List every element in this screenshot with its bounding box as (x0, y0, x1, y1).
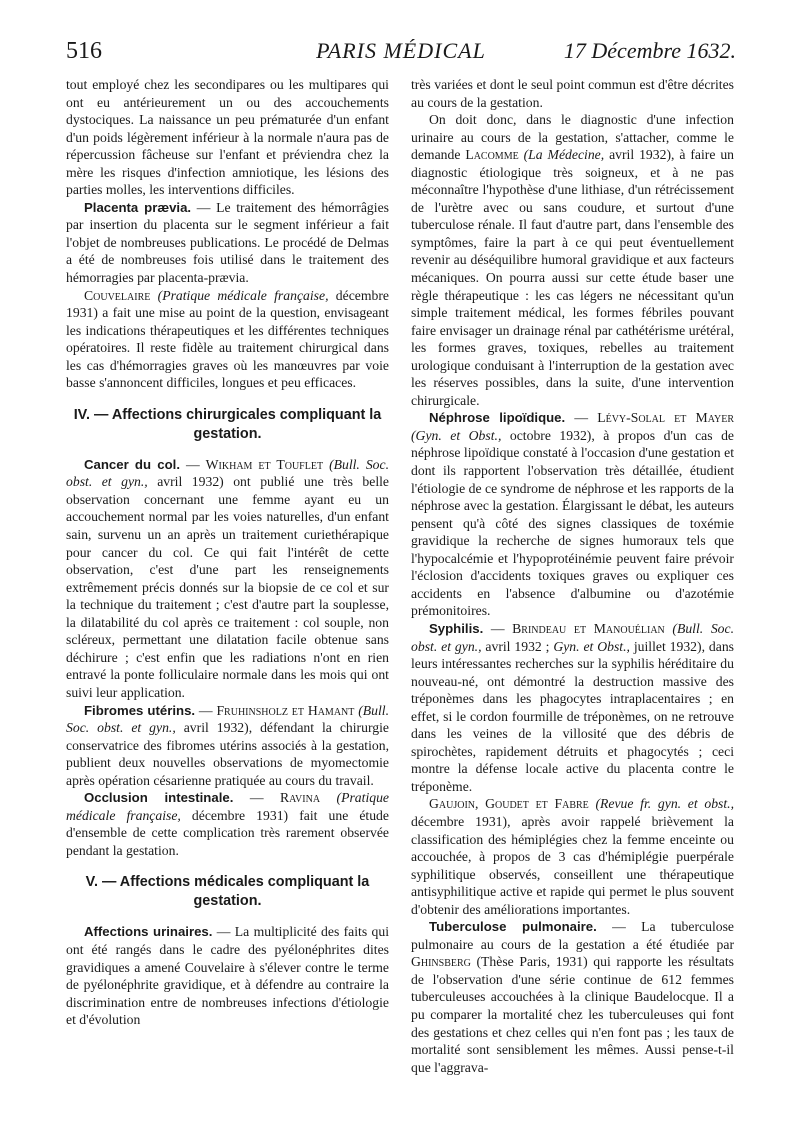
subheading: Affections urinaires. (84, 924, 213, 940)
section-heading-iv: IV. — Affections chirurgicales compliquant la gestation. (73, 406, 382, 442)
subheading: Tuberculose pulmonaire. (429, 919, 597, 935)
paragraph-placenta-praevia: Placenta prævia. — Le traitement des hémorrâgies par insertion du placenta sur le segment inférieur a fait l'objet de nombreuses publications. Le procédé de Delmas a été de nombreuses fois utilisé dans le traitement des hémorragies par placenta-prævia. (66, 199, 389, 286)
source-citation: (Bull. Soc. obst. et gyn., (411, 620, 734, 654)
source-citation: (La Médecine, (523, 147, 605, 163)
author-name: Brindeau et Manouélian (512, 620, 665, 636)
source-citation: (Bull. Soc. obst. et gyn., (66, 456, 390, 490)
paragraph-diagnostic: On doit donc, dans le diagnostic d'une infection urinaire au cours de la gestation, s'attacher, comme le demande Lacomme (La Médecine, avril 1932), à faire un diagnostic étiologique très soigneux, et à ne pas méconnaître l'hypothèse d'une lithiase, d'un rétrécissement de l'urètre avec ou sans coudure, et surtout d'une tuberculose rénale. Il faut d'autre part, dans l'ensemble des symptômes, faire la part à ce qui peut éventuellement revenir au déséquilibre humoral gravidique et aux facteurs mécaniques. On pourra aussi sur cette étude baser une règle thérapeutique : les cas légers ne nécessitant qu'un simple traitement médical, les formes fébriles pouvant faire envisager un drainage rénal par cathétérisme urétéral, les formes graves, toxiques, rebelles au traitement urologique conduisant à l'interruption de la gestation avec les réserves possibles, dans la suite, d'une intervention chirurgicale. (411, 112, 735, 408)
source-citation: (Bull. Soc. obst. et gyn., (66, 702, 390, 736)
source-citation: (Pratique médicale française, (157, 287, 329, 303)
source-citation: (Gyn. et Obst., (411, 427, 502, 443)
paragraph-nephrose: Néphrose lipoïdique. — Lévy-Solal et Mayer (Gyn. et Obst., octobre 1932), à propos d'un cas de néphrose lipoïdique constaté à l'occasion d'une gestation et dont ils rapportent l'observation très détaillée, étudient l'étiologie de ce syndrome de néphrose et les rapports de la néphrose avec la gestation. Élargissant le débat, les auteurs pensent qu'à côté des signes classiques de toxémie gravidique la recherche de signes humoraux tels que l'hypocalcémie et l'hypoprotéinémie peuvent faire prévoir l'éclosion d'accidents toxiques graves ou expliquer ces accidents en l'absence d'albumine ou d'azotémie prémonitoires. (411, 410, 735, 619)
source-citation: Gyn. et Obst., (553, 638, 630, 654)
section-heading-v: V. — Affections médicales compliquant la gestation. (85, 874, 370, 910)
author-name: Couvelaire (84, 287, 151, 303)
author-name: Lévy-Solal et Mayer (597, 410, 735, 426)
subheading: Syphilis. (429, 620, 484, 636)
subheading: Fibromes utérins. (84, 702, 196, 718)
paragraph-fibromes: Fibromes utérins. — Fruhinsholz et Hamant (Bull. Soc. obst. et gyn., avril 1932), défendant la chirurgie conservatrice des fibromes utérins associés à la gestation, publient deux nouvelles observations de myomectomie après opération césarienne pratiquée au cours du travail. (66, 702, 390, 788)
paragraph-gaujoin: Gaujoin, Goudet et Fabre (Revue fr. gyn. et obst., décembre 1931), après avoir rappelé brièvement la classification des hémiplégies chez la femme enceinte ou accouchée, à propos de 3 cas d'hémiplégie puerpérale syphilitique observés, conseillent une thérapeutique antisyphilitique active et rapide qui permet le plus souvent d'obtenir des améliorations importantes. (411, 796, 735, 917)
author-name: Ghinsberg (411, 954, 471, 970)
author-name: Ravina (280, 790, 321, 806)
source-citation: (Pratique médicale française, (66, 790, 390, 823)
subheading: Cancer du col. (84, 456, 180, 472)
paragraph: très variées et dont le seul point commun est d'être décrites au cours de la gestation. (411, 77, 734, 110)
page-header (66, 38, 736, 68)
subheading: Néphrose lipoïdique. (429, 410, 566, 426)
paragraph-cancer-du-col: Cancer du col. — Wikham et Touflet (Bull. Soc. obst. et gyn., avril 1932) ont publié une très belle observation concernant une femme ayant eu un accouchement normal par les voies naturelles, d'un enfant sain, survenu un an après un traitement curiethérapique pour cancer du col. Ce qui fait l'intérêt de cette observation, c'est d'une part les renseignements extrêmement précis donnés sur la biopsie de ce col et sur la technique du traitement ; c'est d'autre part la souplesse, la dilatabilité du col après ce traitement : col souple, non scléreux, permettant une dilatation facile obtenue sans déchirure ; c'est enfin que les radiations n'ont en rien entravé la ponte folliculaire normale dans les mois qui ont suivi leur application. (66, 456, 390, 700)
subheading: Placenta prævia. (84, 199, 192, 215)
paragraph: tout employé chez les secondipares ou les multipares qui ont eu antérieurement un ou des accouchements dystociques. La naissance un peu prématurée d'un enfant d'un poids légèrement inférieur à la normale n'aura pas de répercussion fâcheuse sur l'enfant et préviendra chez la mère les risques d'infection amniotique, les lésions des parties molles, les interventions difficiles. (66, 77, 389, 198)
subheading: Occlusion intestinale. (84, 790, 234, 806)
author-name: Fruhinsholz et Hamant (216, 702, 355, 718)
right-column (411, 76, 734, 1076)
paragraph-tuberculose: Tuberculose pulmonaire. — La tuberculose pulmonaire au cours de la gestation a été étudiée par Ghinsberg (Thèse Paris, 1931) qui rapporte les résultats de l'observation d'une série continue de 612 femmes tuberculeuses accouchées à la clinique Baudelocque. Il a pu comparer la mortalité chez les tuberculeuses qui font des gestations et chez celles qui n'en font pas ; les taux de mortalité sont sensiblement les mêmes. Aussi pense-t-il que l'aggrava- (411, 919, 734, 1075)
author-name: Lacomme (465, 147, 519, 163)
paragraph-couvelaire: Couvelaire (Pratique médicale française, décembre 1931) a fait une mise au point de la question, envisageant les indications thérapeutiques et les différentes techniques opératoires. Il reste fidèle au traitement chirurgical dans les cas d'hémorragies graves où les manœuvres par voie basse s'annoncent difficiles, longues et peu efficaces. (66, 287, 389, 391)
source-citation: (Revue fr. gyn. et obst., (595, 796, 735, 812)
journal-title: PARIS MÉDICAL (316, 38, 486, 63)
author-name: Gaujoin, Goudet et Fabre (429, 796, 589, 812)
paragraph-occlusion: Occlusion intestinale. — Ravina (Pratique médicale française, décembre 1931) fait une étude d'ensemble de cette complication très rarement observée pendant la gestation. (66, 790, 390, 858)
paragraph-syphilis: Syphilis. — Brindeau et Manouélian (Bull. Soc. obst. et gyn., avril 1932 ; Gyn. et Obst., juillet 1932), dans leurs intéressantes recherches sur la syphilis héréditaire du nouveau-né, ont démontré la destruction massive des tréponèmes dans les phagocytes intraplacentaires ; en effet, si le cordon fourmille de tréponèmes, on ne retrouve dans les veines de la villosité que des débris de spirochètes, rapidement détruits et phagocytés ; ceci montre la défense locale active du placenta contre le tréponème. (411, 620, 734, 794)
author-name: Wikham et Touflet (205, 456, 324, 472)
page-number: 516 (66, 38, 102, 64)
issue-date: 17 Décembre 1632. (563, 38, 736, 63)
left-column (66, 76, 389, 1029)
paragraph-affections-urinaires: Affections urinaires. — La multiplicité des faits qui ont été rangés dans le cadre des pyélonéphrites dites gravidiques a amené Couvelaire à s'élever contre le terme de pyélonéphrite gravidique, et à défendre au contraire la discrimination entre de nombreuses infections d'étiologie et d'évolution (66, 924, 390, 1028)
